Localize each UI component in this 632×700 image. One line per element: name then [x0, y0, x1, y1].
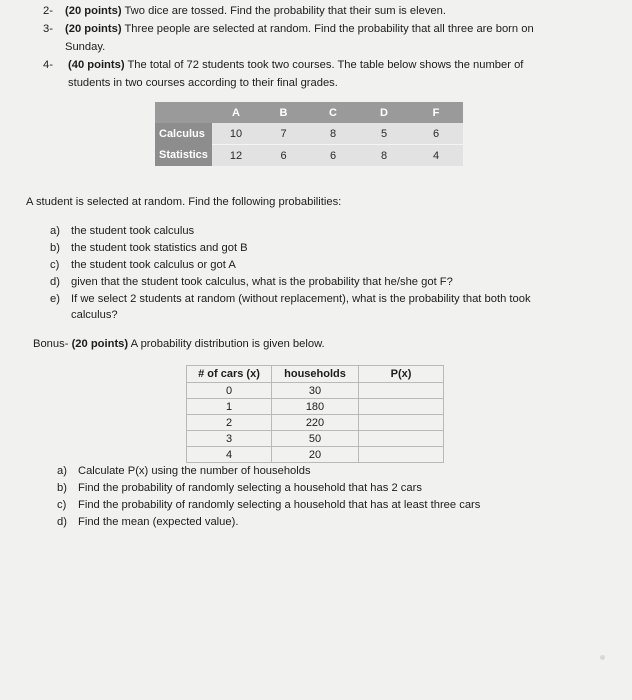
item-label: b) — [50, 242, 60, 254]
item-text: the student took statistics and got B — [71, 242, 248, 254]
cars-cell: 4 — [187, 447, 272, 463]
problem-text: (40 points) The total of 72 students took two courses. The table below shows the number of — [68, 59, 524, 71]
item-text: given that the student took calculus, what is the probability that he/she got F? — [71, 276, 453, 288]
grades-row-statistics — [155, 145, 463, 167]
px-cell — [359, 415, 444, 431]
grades-cell: 5 — [359, 123, 409, 145]
grades-row-calculus — [155, 123, 463, 145]
list-item — [50, 274, 610, 291]
problem-points: (20 points) — [65, 5, 122, 17]
parts-list — [50, 223, 610, 323]
problem-number: 2- — [43, 5, 53, 17]
households-cell: 50 — [272, 431, 359, 447]
problem-points: (40 points) — [68, 59, 125, 71]
problem-points: (20 points) — [65, 23, 122, 35]
list-item — [50, 223, 610, 240]
grades-cell: 6 — [260, 145, 307, 167]
item-text: If we select 2 students at random (without replacement), what is the probability that both took — [71, 293, 531, 305]
bonus-heading: Bonus- (20 points) A probability distribution is given below. — [33, 338, 325, 350]
px-cell — [359, 431, 444, 447]
px-cell — [359, 383, 444, 399]
list-item — [50, 291, 610, 323]
cars-cell: 1 — [187, 399, 272, 415]
cars-cell: 3 — [187, 431, 272, 447]
grades-table — [155, 102, 463, 166]
grades-header-row — [155, 102, 463, 123]
cars-cell: 0 — [187, 383, 272, 399]
distribution-header-row — [187, 366, 444, 383]
list-item — [50, 240, 610, 257]
item-text: Calculate P(x) using the number of households — [78, 465, 311, 477]
households-cell: 30 — [272, 383, 359, 399]
item-text: the student took calculus — [71, 225, 195, 237]
item-text: Find the probability of randomly selecting a household that has 2 cars — [78, 482, 422, 494]
grades-corner-cell — [155, 102, 212, 123]
problem-number: 4- — [43, 59, 53, 71]
distribution-col-header: P(x) — [359, 366, 444, 383]
bonus-parts-list — [57, 463, 617, 531]
problem-number: 3- — [43, 23, 53, 35]
distribution-col-header: households — [272, 366, 359, 383]
grades-col-header: A — [212, 102, 260, 123]
list-item — [57, 514, 617, 531]
item-text-line2: calculus? — [71, 309, 118, 321]
px-cell — [359, 447, 444, 463]
problem-text-line2: students in two courses according to their final grades. — [68, 77, 338, 89]
table-row — [187, 431, 444, 447]
px-cell — [359, 399, 444, 415]
item-label: e) — [50, 293, 60, 305]
grades-cell: 8 — [359, 145, 409, 167]
problem-text: (20 points) Three people are selected at random. Find the probability that all three are born on — [65, 23, 534, 35]
item-label: a) — [50, 225, 60, 237]
bonus-points: (20 points) — [71, 338, 129, 350]
item-label: c) — [57, 499, 67, 511]
list-item — [57, 463, 617, 480]
intro-text: A student is selected at random. Find the following probabilities: — [26, 196, 342, 208]
grades-cell: 8 — [307, 123, 359, 145]
item-label: a) — [57, 465, 67, 477]
grades-col-header: C — [307, 102, 359, 123]
grades-cell: 10 — [212, 123, 260, 145]
distribution-col-header: # of cars (x) — [187, 366, 272, 383]
table-row — [187, 447, 444, 463]
list-item — [57, 497, 617, 514]
grades-cell: 6 — [307, 145, 359, 167]
item-text: Find the mean (expected value). — [78, 516, 239, 528]
grades-cell: 4 — [409, 145, 463, 167]
grades-cell: 6 — [409, 123, 463, 145]
grades-col-header: D — [359, 102, 409, 123]
problem-text-line2: Sunday. — [65, 41, 106, 53]
item-label: b) — [57, 482, 67, 494]
item-label: c) — [50, 259, 60, 271]
table-row — [187, 399, 444, 415]
table-row — [187, 383, 444, 399]
grades-row-header: Statistics — [155, 145, 212, 167]
grades-cell: 7 — [260, 123, 307, 145]
item-text: the student took calculus or got A — [71, 259, 236, 271]
grades-cell: 12 — [212, 145, 260, 167]
list-item — [57, 480, 617, 497]
scan-speck — [600, 655, 605, 660]
item-label: d) — [50, 276, 60, 288]
item-text: Find the probability of randomly selecting a household that has at least three cars — [78, 499, 481, 511]
distribution-table — [186, 365, 444, 463]
cars-cell: 2 — [187, 415, 272, 431]
item-label: d) — [57, 516, 67, 528]
grades-col-header: B — [260, 102, 307, 123]
grades-row-header: Calculus — [155, 123, 212, 145]
list-item — [50, 257, 610, 274]
households-cell: 220 — [272, 415, 359, 431]
households-cell: 180 — [272, 399, 359, 415]
table-row — [187, 415, 444, 431]
households-cell: 20 — [272, 447, 359, 463]
grades-col-header: F — [409, 102, 463, 123]
problem-text: (20 points) Two dice are tossed. Find the probability that their sum is eleven. — [65, 5, 446, 17]
